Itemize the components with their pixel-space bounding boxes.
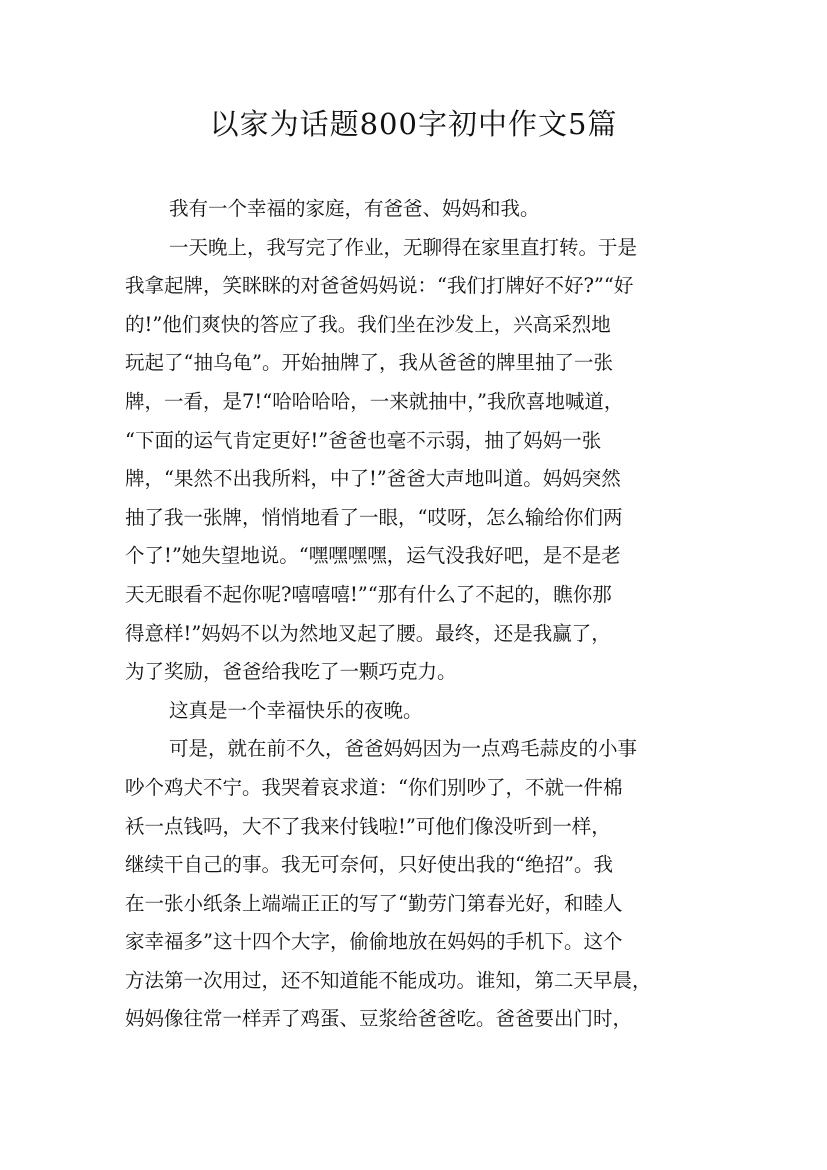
text-line: 一天晚上，我写完了作业，无聊得在家里直打转。于是 <box>169 235 638 259</box>
text-line: 玩起了“抽乌龟”。开始抽牌了，我从爸爸的牌里抽了一张 <box>125 351 613 375</box>
text-line: 吵个鸡犬不宁。我哭着哀求道：“你们别吵了，不就一件棉 <box>125 775 623 799</box>
document-title: 以家为话题800字初中作文5篇 <box>209 107 618 141</box>
text-line: 袄一点钱吗，大不了我来付钱啦!”可他们像没听到一样， <box>125 814 611 838</box>
text-line: 抽了我一张牌，悄悄地看了一眼，“哎呀，怎么输给你们两 <box>125 505 623 529</box>
text-line: 这真是一个幸福快乐的夜晚。 <box>169 698 423 722</box>
text-line: 我有一个幸福的家庭，有爸爸、妈妈和我。 <box>169 197 540 220</box>
text-line: 方法第一次用过，还不知道能不能成功。谁知，第二天早晨， <box>125 968 652 992</box>
text-line: 我拿起牌，笑眯眯的对爸爸妈妈说：“我们打牌好不好?”“好 <box>125 274 634 298</box>
text-line: 得意样!”妈妈不以为然地叉起了腰。最终，还是我赢了， <box>125 621 611 645</box>
text-line: “下面的运气肯定更好!”爸爸也毫不示弱，抽了妈妈一张 <box>125 428 602 452</box>
text-line: 可是，就在前不久，爸爸妈妈因为一点鸡毛蒜皮的小事 <box>169 737 638 761</box>
text-line: 继续干自己的事。我无可奈何，只好使出我的“绝招”。我 <box>125 853 613 877</box>
text-line: 的!”他们爽快的答应了我。我们坐在沙发上，兴高采烈地 <box>125 312 611 336</box>
text-line: 牌，“果然不出我所料，中了!”爸爸大声地叫道。妈妈突然 <box>125 467 621 491</box>
text-line: 在一张小纸条上端端正正的写了“勤劳门第春光好，和睦人 <box>125 891 623 915</box>
text-line: 为了奖励，爸爸给我吃了一颗巧克力。 <box>125 660 457 684</box>
text-line: 牌，一看，是7!“哈哈哈哈，一来就抽中，”我欣喜地喊道， <box>125 389 624 413</box>
text-line: 天无眼看不起你呢?嘻嘻嘻!”“那有什么了不起的，瞧你那 <box>125 582 612 606</box>
text-line: 家幸福多”这十四个大字，偷偷地放在妈妈的手机下。这个 <box>125 930 623 954</box>
text-line: 妈妈像往常一样弄了鸡蛋、豆浆给爸爸吃。爸爸要出门时， <box>125 1007 633 1031</box>
document-body <box>125 190 725 1039</box>
text-line: 个了!”她失望地说。“嘿嘿嘿嘿，运气没我好吧，是不是老 <box>125 544 621 568</box>
